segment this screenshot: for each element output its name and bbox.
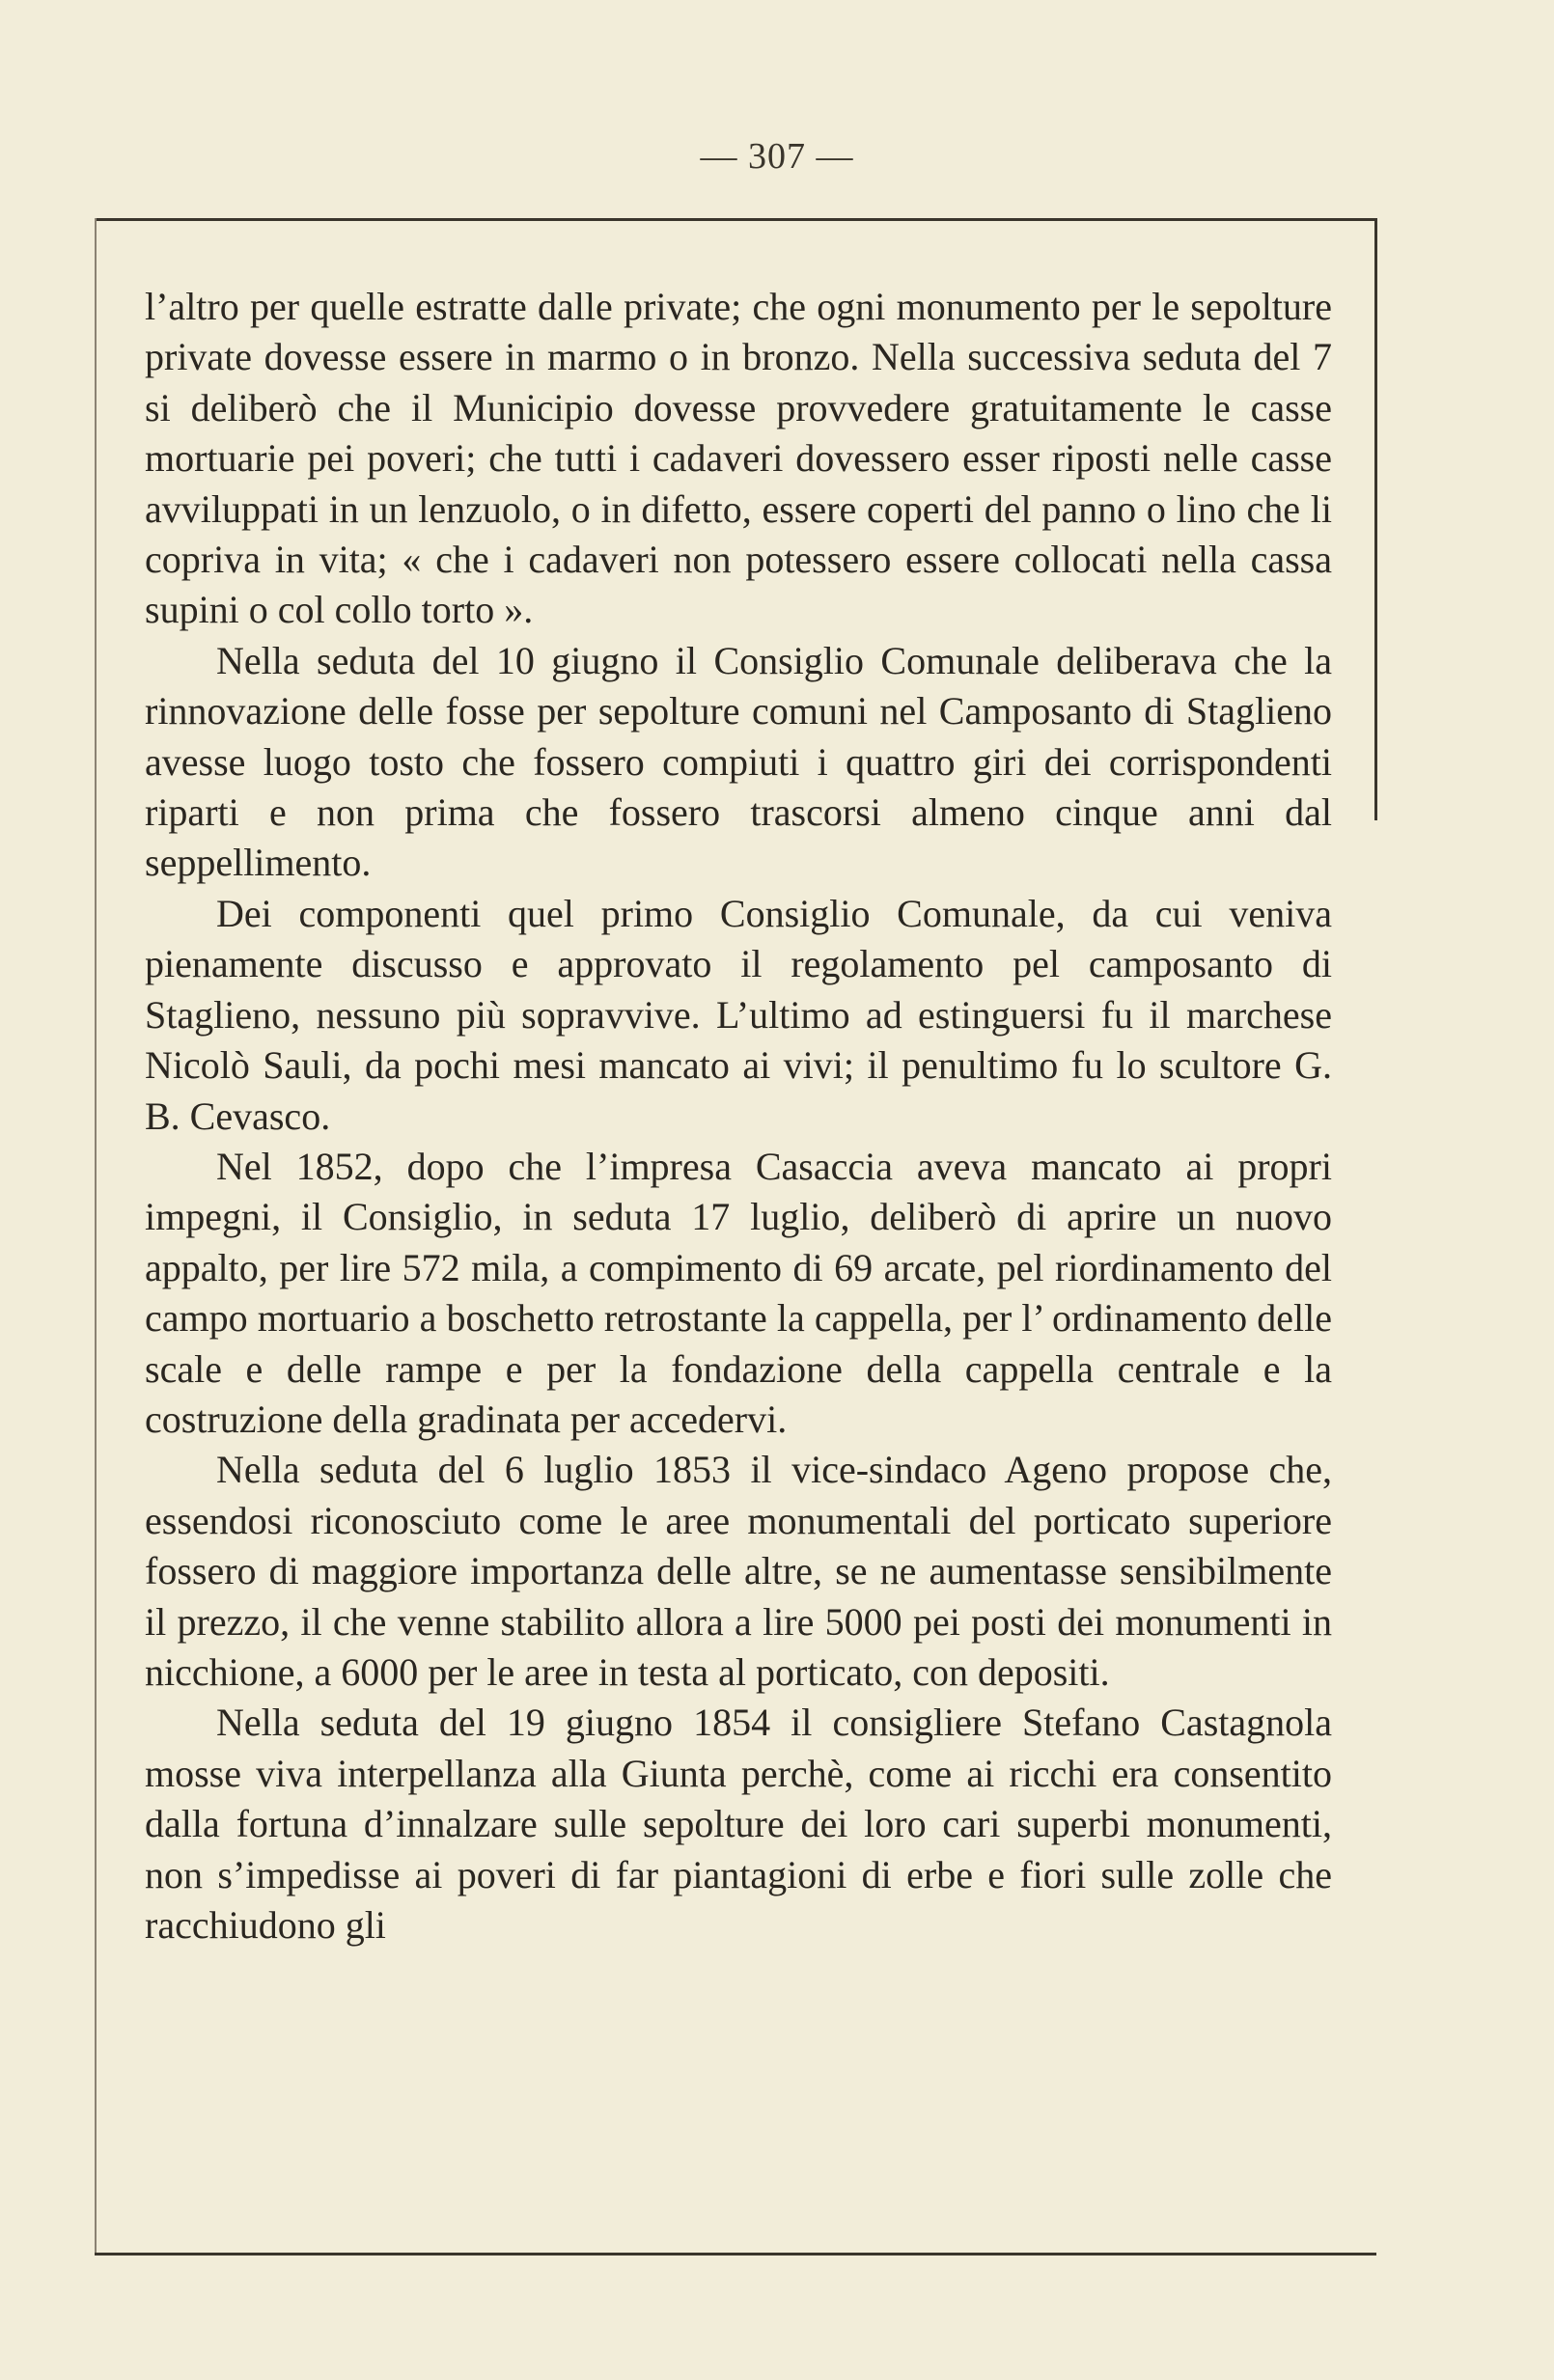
paragraph: Nella seduta del 19 giugno 1854 il consigliere Stefano Castagnola mosse viva interpellanza alla Giunta perchè, come ai ricchi era consentito dalla fortuna d’innalzare sulle sepolture dei loro cari superbi monumenti, non s’impedisse ai poveri di far piantagioni di erbe e fiori sulle zolle che racchiudono gli [145, 1701, 1332, 1947]
paragraph: Nella seduta del 10 giugno il Consiglio Comunale deliberava che la rinnovazione delle fosse per sepolture comuni nel Camposanto di Staglieno avesse luogo tosto che fossero compiuti i quattro giri dei corrispondenti riparti e non prima che fossero trascorsi almeno cinque anni dal seppellimento. [145, 638, 1332, 885]
paragraph: l’altro per quelle estratte dalle private; che ogni monumento per le sepolture private dovesse essere in marmo o in bronzo. Nella successiva seduta del 7 si deliberò che il Municipio dovesse provvedere gratuitamente le casse mortuarie pei poveri; che tutti i cadaveri dovessero esser riposti nelle casse avviluppati in un lenzuolo, o in difetto, essere coperti del panno o lino che li copriva in vita; « che i cadaveri non potessero essere collocati nella cassa supini o col collo torto ». [145, 285, 1332, 632]
page-number: — 307 — [700, 136, 854, 177]
bottom-rule [95, 2253, 1376, 2255]
paragraph: Nella seduta del 6 luglio 1853 il vice-sindaco Ageno propose che, essendosi riconosciuto come le aree monumentali del porticato superiore fossero di maggiore importanza delle altre, se ne aumentasse sensibilmente il prezzo, il che venne stabilito allora a lire 5000 pei posti dei monumenti in nicchione, a 6000 per le aree in testa al porticato, con depositi. [145, 1448, 1332, 1694]
top-rule [95, 218, 1376, 221]
left-rule [95, 218, 97, 2255]
paragraph: Nel 1852, dopo che l’impresa Casaccia aveva mancato ai propri impegni, il Consiglio, in seduta 17 luglio, deliberò di aprire un nuovo appalto, per lire 572 mila, a compimento di 69 arcate, pel riordinamento del campo mortuario a boschetto retrostante la cappella, per l’ ordinamento delle scale e delle rampe e per la fondazione della cappella centrale e la costruzione della gradinata per accedervi. [145, 1144, 1332, 1441]
paragraph: Dei componenti quel primo Consiglio Comunale, da cui veniva pienamente discusso e approvato il regolamento pel camposanto di Staglieno, nessuno più sopravvive. L’ultimo ad estinguersi fu il marchese Nicolò Sauli, da pochi mesi mancato ai vivi; il penultimo fu lo scultore G. B. Cevasco. [145, 891, 1332, 1138]
body-text [145, 282, 1332, 1951]
right-rule [1374, 218, 1377, 820]
